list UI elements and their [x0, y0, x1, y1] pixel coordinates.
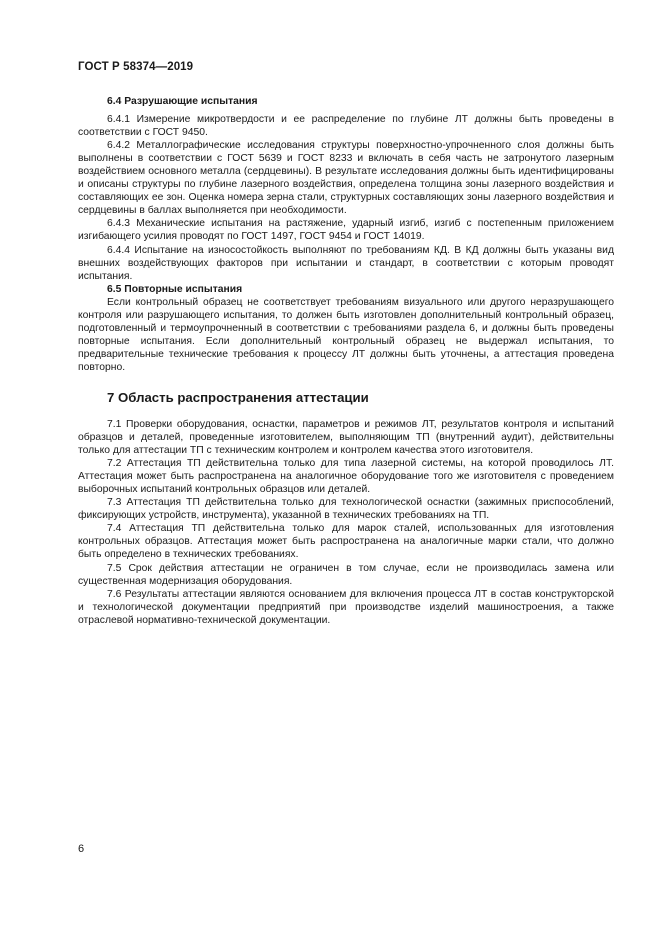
paragraph-7-6: 7.6 Результаты аттестации являются основанием для включения процесса ЛТ в состав конструкторской и технологической документации предприятий при производстве изделий машиностроения, а также отраслевой нормативно-технической документации.	[78, 588, 614, 626]
document-header: ГОСТ Р 58374—2019	[78, 61, 194, 73]
paragraph-7-4: 7.4 Аттестация ТП действительна только для марок сталей, использованных для изготовления контрольных образцов. Аттестация может быть распространена на аналогичные марки стали, что должно быть определено в технических требованиях.	[78, 523, 614, 561]
paragraph-6-4-4: 6.4.4 Испытание на износостойкость выполняют по требованиям КД. В КД должны быть указаны вид внешних воздействующих факторов при испытании и стандарт, в соответствии с которым проводят испытания.	[78, 244, 614, 282]
page-number: 6	[78, 843, 85, 855]
paragraph-7-3: 7.3 Аттестация ТП действительна только для технологической оснастки (зажимных приспособлений, фиксирующих устройств, инструмента), указанной в технических требованиях на ТП.	[78, 497, 614, 522]
paragraph-6-4-3: 6.4.3 Механические испытания на растяжение, ударный изгиб, изгиб с постепенным приложением изгибающего усилия проводят по ГОСТ 1497, ГОСТ 9454 и ГОСТ 14019.	[78, 218, 614, 243]
section-heading-7: 7 Область распространения аттестации	[107, 389, 369, 405]
subsection-heading-6-4: 6.4 Разрушающие испытания	[107, 96, 258, 107]
paragraph-6-5: Если контрольный образец не соответствует требованиям визуального или другого неразрушающего контроля или разрушающего испытания, то должен быть изготовлен дополнительный контрольный образец, подготовленный и термоупрочненный в соответствии с требованиями раздела 6, и должны быть проведены повторные испытания. Если дополнительный контрольный образец не выдержал испытания, то предварительные технические требования к процессу ЛТ должны быть уточнены, а аттестация проведена повторно.	[78, 296, 614, 373]
paragraph-6-4-1: 6.4.1 Измерение микротвердости и ее распределение по глубине ЛТ должны быть проведены в соответствии с ГОСТ 9450.	[78, 114, 614, 139]
page-content	[78, 95, 614, 627]
paragraph-6-4-2: 6.4.2 Металлографические исследования структуры поверхностно-упрочненного слоя должны быть выполнены в соответствии с ГОСТ 5639 и ГОСТ 8233 и включать в себя часть не затронутого лазерным воздействием основного металла (сердцевины). В результате исследования должны быть идентифицированы и описаны структуры по глубине лазерного воздействия, определена толщина зоны лазерного воздействия и составляющих ее зон. Оценка номера зерна стали, структурных составляющих зоны лазерного воздействия и сердцевины в баллах выполняется при необходимости.	[78, 140, 614, 217]
paragraph-7-5: 7.5 Срок действия аттестации не ограничен в том случае, если не производилась замена или существенная модернизация оборудования.	[78, 562, 614, 587]
paragraph-7-2: 7.2 Аттестация ТП действительна только для типа лазерной системы, на которой проводилось ЛТ. Аттестация может быть распространена на аналогичное оборудование того же изготовителя с проведением выборочных испытаний контрольных образцов или деталей.	[78, 458, 614, 496]
subsection-heading-6-5: 6.5 Повторные испытания	[107, 283, 243, 295]
paragraph-7-1: 7.1 Проверки оборудования, оснастки, параметров и режимов ЛТ, результатов контроля и испытаний образцов и деталей, проведенные изготовителем, выполняющим ТП (внутренний аудит), действительны только для аттестации ТП с техническим контролем и контролем качества этого изготовителя.	[78, 418, 614, 457]
